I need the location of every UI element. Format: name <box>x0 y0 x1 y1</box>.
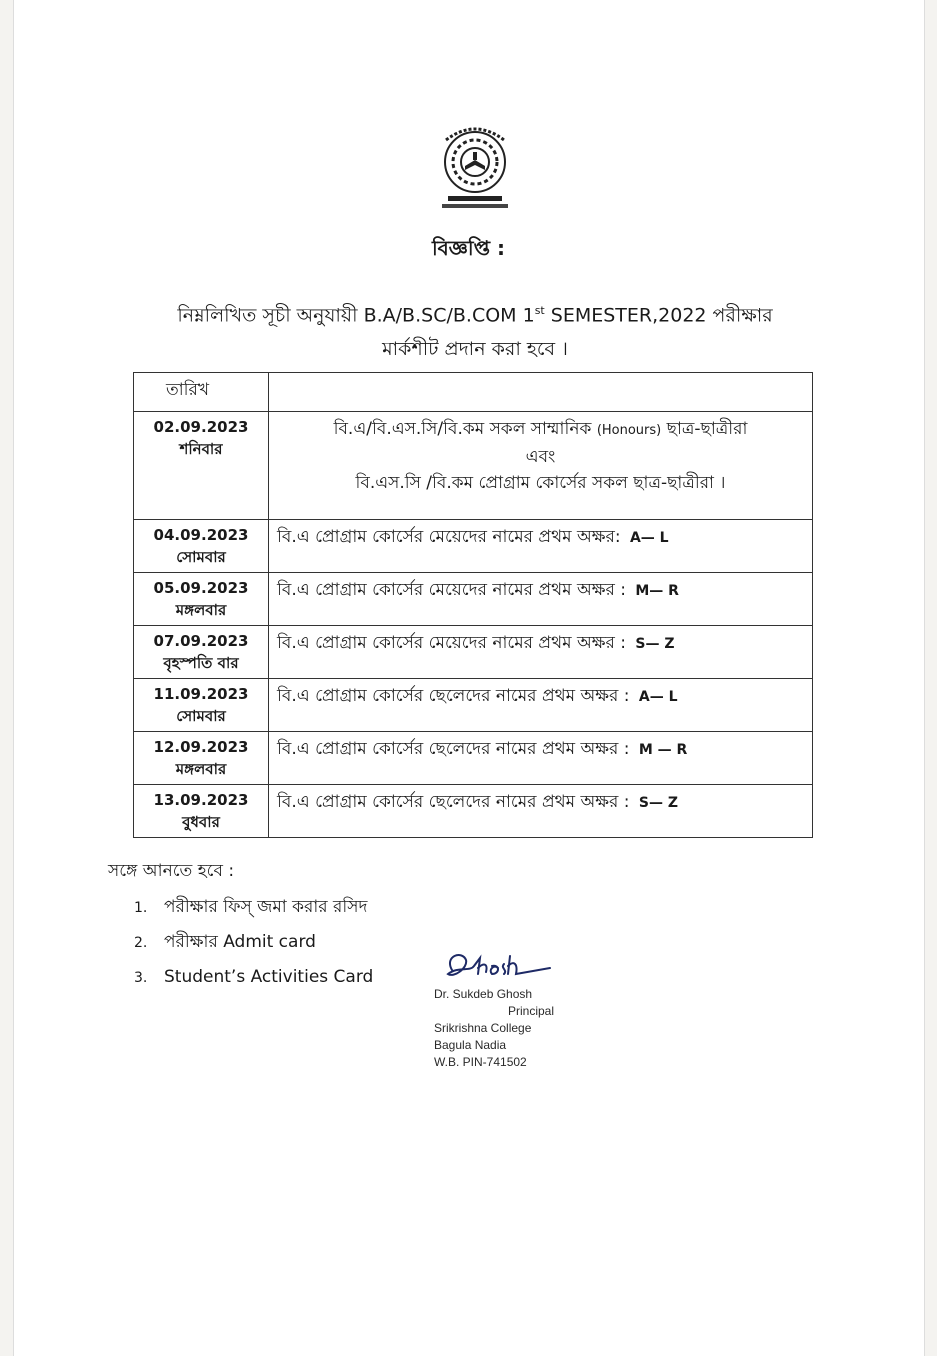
date: 12.09.2023 <box>153 738 249 756</box>
item-text: পরীক্ষার ফিস্ জমা করার রসিদ <box>164 897 368 917</box>
date-cell <box>134 679 269 732</box>
table-row <box>134 785 813 838</box>
letter-range: M — R <box>638 742 688 758</box>
detail-cell <box>269 679 813 732</box>
date-cell <box>134 785 269 838</box>
principal-signature <box>440 948 580 988</box>
list-item <box>134 962 373 997</box>
college-logo <box>432 120 518 212</box>
letter-range: S— Z <box>635 636 675 652</box>
notice-intro <box>125 294 825 366</box>
detail-text: বি.এ প্রোগ্রাম কোর্সের ছেলেদের নামের প্রথম অক্ষর : <box>277 739 630 759</box>
detail-cell <box>269 520 813 573</box>
day: মঙ্গলবার <box>175 760 227 778</box>
table-row <box>134 520 813 573</box>
item-number: 1. <box>134 900 148 916</box>
header-date: তারিখ <box>134 373 269 412</box>
signatory-name: Dr. Sukdeb Ghosh <box>434 987 533 1001</box>
detail-cell <box>269 785 813 838</box>
date: 02.09.2023 <box>153 418 249 436</box>
table-row <box>134 679 813 732</box>
bring-along-list <box>134 892 373 997</box>
day: বৃহস্পতি বার <box>163 654 239 672</box>
day: সোমবার <box>176 707 226 725</box>
signatory-place: Bagula Nadia <box>434 1038 507 1052</box>
day: সোমবার <box>176 548 226 566</box>
detail-text: বি.এ প্রোগ্রাম কোর্সের ছেলেদের নামের প্রথম অক্ষর : <box>277 792 630 812</box>
table-row <box>134 412 813 520</box>
list-item <box>134 892 373 927</box>
detail-cell <box>269 732 813 785</box>
detail-text: বি.এ প্রোগ্রাম কোর্সের মেয়েদের নামের প্রথম অক্ষর : <box>277 633 626 653</box>
day: বুধবার <box>182 813 220 831</box>
intro-line-1: নিম্নলিখিত সূচী অনুযায়ী B.A/B.SC/B.COM 1st SEMESTER,2022 পরীক্ষার <box>177 304 773 327</box>
item-number: 2. <box>134 935 148 951</box>
day: মঙ্গলবার <box>175 601 227 619</box>
table-row <box>134 626 813 679</box>
intro-line-2: মার্কশীট প্রদান করা হবে । <box>382 338 568 361</box>
item-text: Student’s Activities Card <box>164 967 374 987</box>
item-number: 3. <box>134 970 148 986</box>
date-cell <box>134 573 269 626</box>
detail-cell <box>269 412 813 520</box>
detail-text: বি.এ প্রোগ্রাম কোর্সের ছেলেদের নামের প্রথম অক্ষর : <box>277 686 630 706</box>
detail-text: বি.এ প্রোগ্রাম কোর্সের মেয়েদের নামের প্রথম অক্ষর : <box>277 580 626 600</box>
list-item <box>134 927 373 962</box>
day: শনিবার <box>179 440 223 458</box>
signatory-title: Principal <box>508 1004 555 1018</box>
letter-range: S— Z <box>638 795 678 811</box>
detail-line-3: বি.এস.সি /বি.কম প্রোগ্রাম কোর্সের সকল ছাত্র-ছাত্রীরা । <box>355 473 726 493</box>
date-cell <box>134 520 269 573</box>
signatory-college: Srikrishna College <box>434 1021 532 1035</box>
bring-along-title: সঙ্গে আনতে হবে : <box>108 861 235 881</box>
detail-line-1: বি.এ/বি.এস.সি/বি.কম সকল সাম্মানিক (Honours) ছাত্র-ছাত্রীরা <box>333 419 748 439</box>
letter-range: M— R <box>635 583 679 599</box>
schedule-table <box>133 372 813 838</box>
table-row <box>134 573 813 626</box>
letter-range: A— L <box>638 689 678 705</box>
detail-text: বি.এ প্রোগ্রাম কোর্সের মেয়েদের নামের প্রথম অক্ষর: <box>277 527 621 547</box>
detail-cell <box>269 573 813 626</box>
date: 05.09.2023 <box>153 579 249 597</box>
detail-line-2: এবং <box>525 447 556 467</box>
notice-heading: বিজ্ঞপ্তি : <box>431 236 506 260</box>
detail-cell <box>269 626 813 679</box>
letter-range: A— L <box>629 530 669 546</box>
date: 07.09.2023 <box>153 632 249 650</box>
date-cell <box>134 626 269 679</box>
date: 13.09.2023 <box>153 791 249 809</box>
date-cell <box>134 732 269 785</box>
signatory-pin: W.B. PIN-741502 <box>434 1055 527 1069</box>
date-cell <box>134 412 269 520</box>
date: 11.09.2023 <box>153 685 249 703</box>
item-text: পরীক্ষার Admit card <box>164 932 316 952</box>
date: 04.09.2023 <box>153 526 249 544</box>
signatory-block <box>434 986 554 1071</box>
table-row <box>134 732 813 785</box>
table-header-row <box>134 373 813 412</box>
header-detail <box>269 373 813 412</box>
